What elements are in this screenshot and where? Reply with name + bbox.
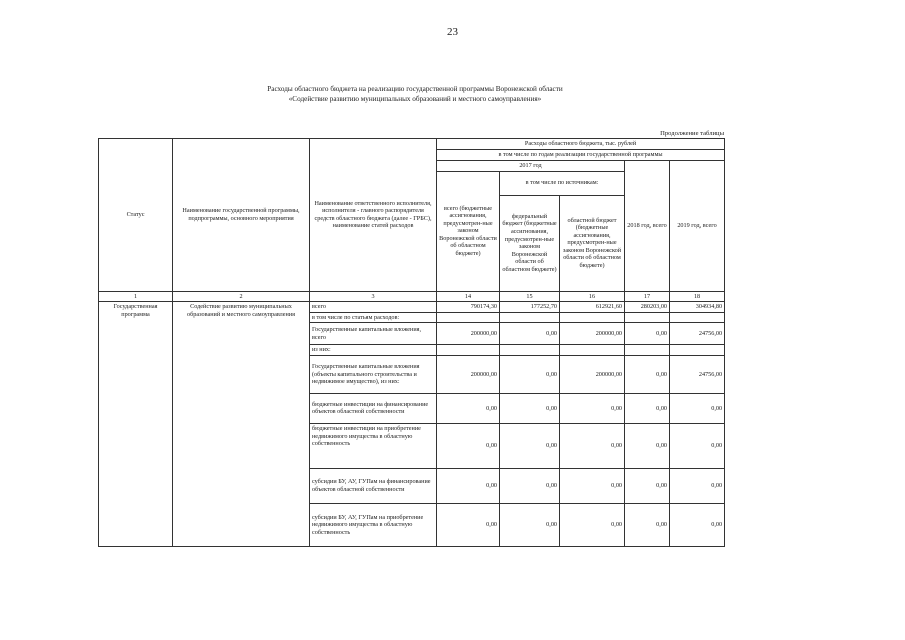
document-title <box>150 84 680 104</box>
row-value <box>625 345 670 356</box>
row-value: 24756,00 <box>670 323 725 345</box>
row-value: 0,00 <box>437 423 500 468</box>
column-number: 3 <box>310 291 437 302</box>
program-status: Государственная программа <box>99 302 173 547</box>
document-title-line2: «Содействие развитию муниципальных образований и местного самоуправления» <box>288 95 542 103</box>
row-label: всего <box>310 302 437 313</box>
row-value: 790174,30 <box>437 302 500 313</box>
row-value: 0,00 <box>437 393 500 423</box>
row-value: 0,00 <box>670 393 725 423</box>
header-year-2017: 2017 год <box>437 160 625 171</box>
row-label: бюджетные инвестиции на приобретение недвижимого имущества в областную собственность <box>310 423 437 468</box>
table-row <box>99 302 725 313</box>
column-number: 17 <box>625 291 670 302</box>
row-value: 0,00 <box>625 423 670 468</box>
row-value <box>670 345 725 356</box>
row-label: Государственные капитальные вложения, всего <box>310 323 437 345</box>
page-number: 23 <box>447 26 458 38</box>
row-value: 0,00 <box>500 503 560 546</box>
header-status: Статус <box>99 139 173 292</box>
column-number: 15 <box>500 291 560 302</box>
row-label: субсидии БУ, АУ, ГУПам на приобретение недвижимого имущества в областную собственность <box>310 503 437 546</box>
row-value: 0,00 <box>670 423 725 468</box>
row-value <box>500 345 560 356</box>
column-numbers-row <box>99 291 725 302</box>
row-value: 612921,60 <box>560 302 625 313</box>
row-value: 200000,00 <box>560 355 625 393</box>
row-value <box>560 345 625 356</box>
row-value: 0,00 <box>437 503 500 546</box>
row-value: 200000,00 <box>437 355 500 393</box>
column-number: 16 <box>560 291 625 302</box>
row-value <box>437 312 500 323</box>
row-value: 0,00 <box>625 355 670 393</box>
row-value <box>437 345 500 356</box>
column-number: 14 <box>437 291 500 302</box>
program-name: Содействие развитию муниципальных образований и местного самоуправления <box>173 302 310 547</box>
row-label: Государственные капитальные вложения (объекты капитального строительства и недвижимое имущество), из них: <box>310 355 437 393</box>
row-value: 0,00 <box>560 468 625 503</box>
row-value: 304934,80 <box>670 302 725 313</box>
row-value: 0,00 <box>625 503 670 546</box>
header-program-name: Наименование государственной программы, подпрограммы, основного мероприятия <box>173 139 310 292</box>
column-number: 1 <box>99 291 173 302</box>
row-value: 280203,00 <box>625 302 670 313</box>
header-expenses-group: Расходы областного бюджета, тыс. рублей <box>437 139 725 150</box>
row-label: бюджетные инвестиции на финансирование объектов областной собственности <box>310 393 437 423</box>
row-value: 0,00 <box>625 468 670 503</box>
document-title-line1: Расходы областного бюджета на реализацию государственной программы Воронежской области <box>267 85 563 93</box>
row-value: 0,00 <box>500 393 560 423</box>
header-federal: федеральный бюджет (бюджетные ассигнования, предусмотрен-ные законом Воронежской области об областном бюджете) <box>500 195 560 291</box>
row-value: 0,00 <box>500 355 560 393</box>
row-value: 200000,00 <box>437 323 500 345</box>
header-year-2018: 2018 год, всего <box>625 160 670 291</box>
row-value: 0,00 <box>500 468 560 503</box>
row-value: 0,00 <box>670 468 725 503</box>
row-value: 0,00 <box>437 468 500 503</box>
row-value: 0,00 <box>670 503 725 546</box>
row-value: 0,00 <box>560 503 625 546</box>
row-value <box>670 312 725 323</box>
row-value: 0,00 <box>560 393 625 423</box>
row-value: 0,00 <box>500 323 560 345</box>
expenses-table <box>98 138 725 547</box>
header-regional: областной бюджет (бюджетные ассигнования, предусмотрен-ные законом Воронежской области об областном бюджете) <box>560 195 625 291</box>
header-by-sources: в том числе по источникам: <box>500 171 625 195</box>
row-value: 0,00 <box>625 323 670 345</box>
row-value: 177252,70 <box>500 302 560 313</box>
row-value <box>560 312 625 323</box>
column-number: 2 <box>173 291 310 302</box>
row-value: 0,00 <box>500 423 560 468</box>
row-value: 0,00 <box>560 423 625 468</box>
row-label: из них: <box>310 345 437 356</box>
header-total-2017: всего (бюджетные ассигнования, предусмотрен-ные законом Воронежской области об областном бюджете) <box>437 171 500 291</box>
row-label: в том числе по статьям расходов: <box>310 312 437 323</box>
column-number: 18 <box>670 291 725 302</box>
header-by-years: в том числе по годам реализации государственной программы <box>437 150 725 161</box>
row-label: субсидии БУ, АУ, ГУПам на финансирование объектов областной собственности <box>310 468 437 503</box>
header-executor: Наименование ответственного исполнителя, исполнителя - главного распорядителя средств областного бюджета (далее - ГРБС), наименование статей расходов <box>310 139 437 292</box>
row-value: 24756,00 <box>670 355 725 393</box>
row-value: 200000,00 <box>560 323 625 345</box>
header-year-2019: 2019 год, всего <box>670 160 725 291</box>
row-value <box>625 312 670 323</box>
row-value: 0,00 <box>625 393 670 423</box>
row-value <box>500 312 560 323</box>
appendix-label: Продолжение таблицы <box>660 130 724 137</box>
